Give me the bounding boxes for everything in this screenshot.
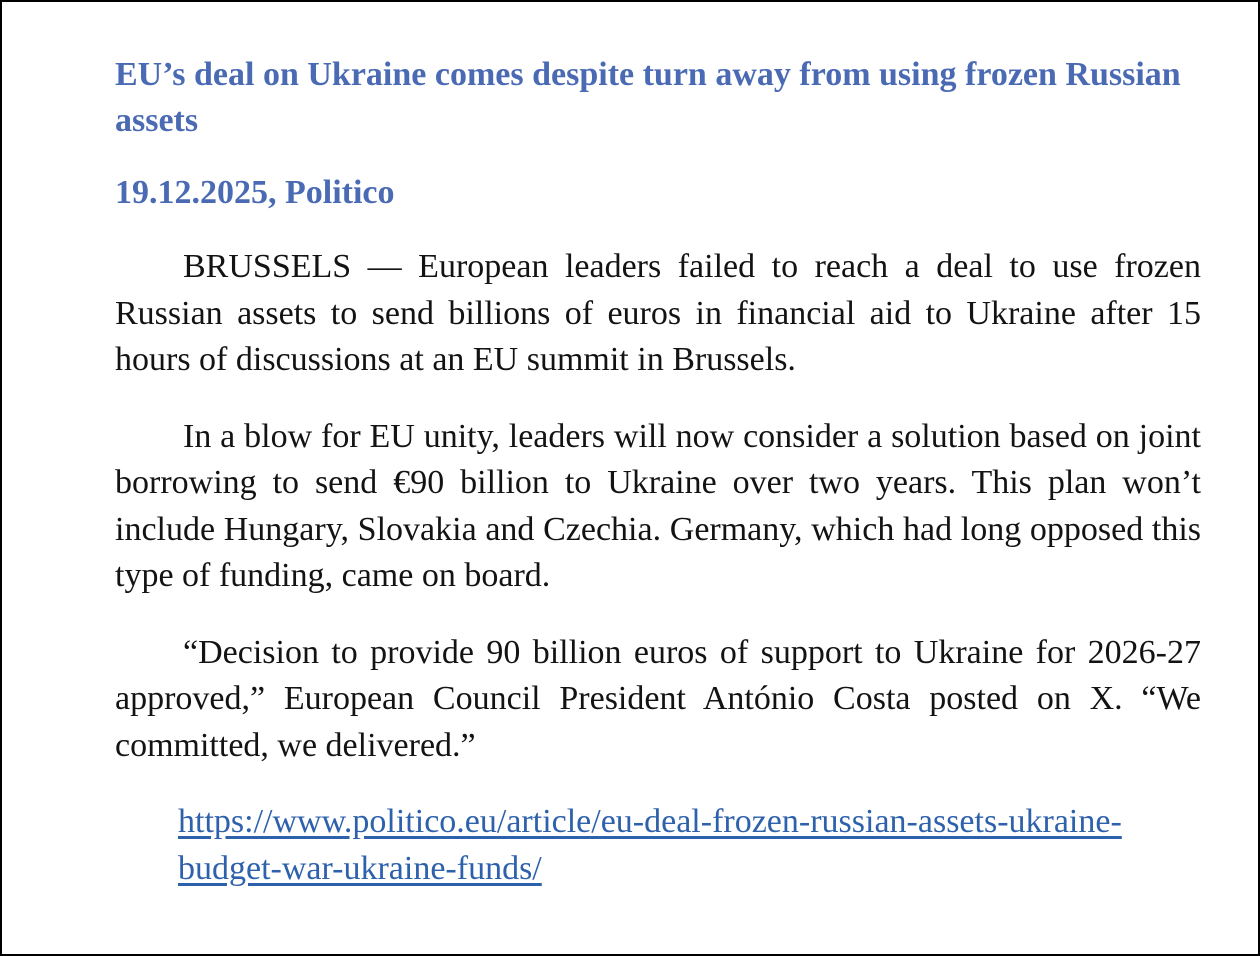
article-link-container	[178, 799, 1163, 892]
article-headline: EU’s deal on Ukraine comes despite turn away from using frozen Russian assets	[115, 56, 1181, 139]
article-dateline: 19.12.2025, Politico	[115, 174, 395, 211]
paragraph-brussels-summit: BRUSSELS — European leaders failed to reach a deal to use frozen Russian assets to send billions of euros in financial aid to Ukraine after 15 hours of discussions at an EU summit in Brussels.	[115, 248, 1201, 378]
paragraph-joint-borrowing: In a blow for EU unity, leaders will now consider a solution based on joint borrowing to send €90 billion to Ukraine over two years. This plan won’t include Hungary, Slovakia and Czechia. Germany, which had long opposed this type of funding, came on board.	[115, 417, 1201, 594]
article-content	[2, 2, 1258, 892]
paragraph-costa-quote: “Decision to provide 90 billion euros of support to Ukraine for 2026-27 approved,” European Council President António Costa posted on X. “We committed, we delivered.”	[115, 633, 1201, 764]
article-link[interactable]: https://www.politico.eu/article/eu-deal-frozen-russian-assets-ukraine-budget-war-ukraine-funds/	[178, 803, 1122, 887]
